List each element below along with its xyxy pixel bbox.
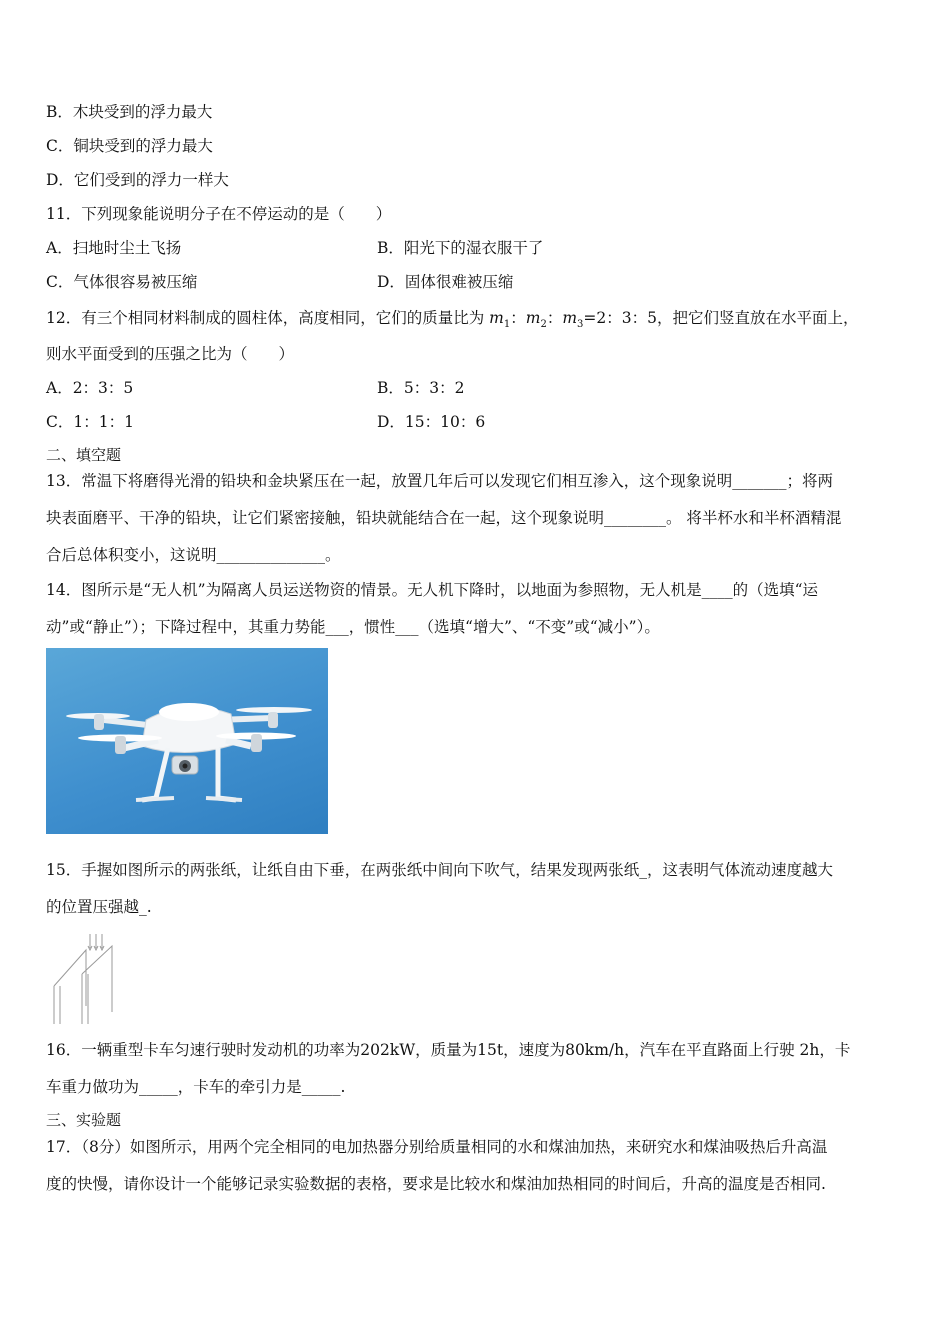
q14-line2: 动”或“静止”）；下降过程中，其重力势能___，惯性___（选填“增大”、“不变”或“减小”）。	[46, 618, 660, 636]
drone-image	[46, 648, 328, 834]
q12-stem-line2: 则水平面受到的压强之比为（ ）	[46, 345, 295, 363]
q12-stem-post: =2：3：5，把它们竖直放在水平面上，	[583, 309, 859, 327]
q16-line2: 车重力做功为_____，卡车的牵引力是_____.	[46, 1078, 346, 1096]
drone-illustration	[46, 648, 328, 834]
q14-line1: 14．图所示是“无人机”为隔离人员运送物资的情景。无人机下降时，以地面为参照物，无人机是____的（选填“运	[46, 581, 818, 599]
q12-sub1: 1	[503, 319, 511, 331]
q17-line2: 度的快慢，请你设计一个能够记录实验数据的表格，要求是比较水和煤油加热相同的时间后，升高的温度是否相同.	[46, 1175, 826, 1193]
q16-line1: 16．一辆重型卡车匀速行驶时发动机的功率为202kW，质量为15t，速度为80km/h，汽车在平直路面上行驶 2h，卡	[46, 1041, 851, 1059]
section-heading-fill-in: 二、填空题	[46, 446, 122, 464]
q11-option-c: C．气体很容易被压缩	[46, 273, 198, 291]
two-papers-illustration	[46, 928, 126, 1028]
q11-option-a: A．扫地时尘土飞扬	[46, 239, 182, 257]
q17-line1: 17．（8分）如图所示，用两个完全相同的电加热器分别给质量相同的水和煤油加热，来研究水和煤油吸热后升高温	[46, 1138, 828, 1156]
q12-stem-pre: 12．有三个相同材料制成的圆柱体，高度相同，它们的质量比为	[46, 309, 490, 327]
q12-sub2: 2	[540, 319, 547, 331]
q12-option-d: D．15：10：6	[377, 413, 486, 431]
q12-m1: m	[489, 309, 504, 327]
section-heading-experiment: 三、实验题	[46, 1111, 122, 1129]
paper-figure	[46, 928, 126, 1028]
q12-m2: m	[525, 309, 541, 327]
q13-line1: 13．常温下将磨得光滑的铅块和金块紧压在一起，放置几年后可以发现它们相互渗入，这个现象说明_______；将两	[46, 472, 833, 490]
q10-option-c: C．铜块受到的浮力最大	[46, 137, 213, 155]
q12-option-a: A．2：3：5	[46, 379, 134, 397]
q10-option-d: D．它们受到的浮力一样大	[46, 171, 229, 189]
q15-line1: 15．手握如图所示的两张纸，让纸自由下垂，在两张纸中间向下吹气，结果发现两张纸_，这表明气体流动速度越大	[46, 861, 833, 879]
q15-line2: 的位置压强越_.	[46, 898, 152, 916]
q13-line2: 块表面磨平、干净的铅块，让它们紧密接触，铅块就能结合在一起，这个现象说明________。 将半杯水和半杯酒精混	[46, 509, 842, 527]
q12-stem	[46, 307, 859, 336]
q12-colon2: ：	[546, 309, 563, 327]
q13-line3: 合后总体积变小，这说明______________。	[46, 546, 341, 564]
q12-option-b: B．5：3：2	[377, 379, 465, 397]
q12-colon1: ：	[510, 309, 526, 327]
q10-option-b: B．木块受到的浮力最大	[46, 103, 213, 121]
q12-option-c: C．1：1：1	[46, 413, 134, 431]
q12-sub3: 3	[577, 319, 584, 331]
q11-option-d: D．固体很难被压缩	[377, 273, 514, 291]
q11-stem: 11．下列现象能说明分子在不停运动的是（ ）	[46, 205, 392, 223]
q12-m3: m	[562, 309, 578, 327]
q11-option-b: B．阳光下的湿衣服干了	[377, 239, 544, 257]
